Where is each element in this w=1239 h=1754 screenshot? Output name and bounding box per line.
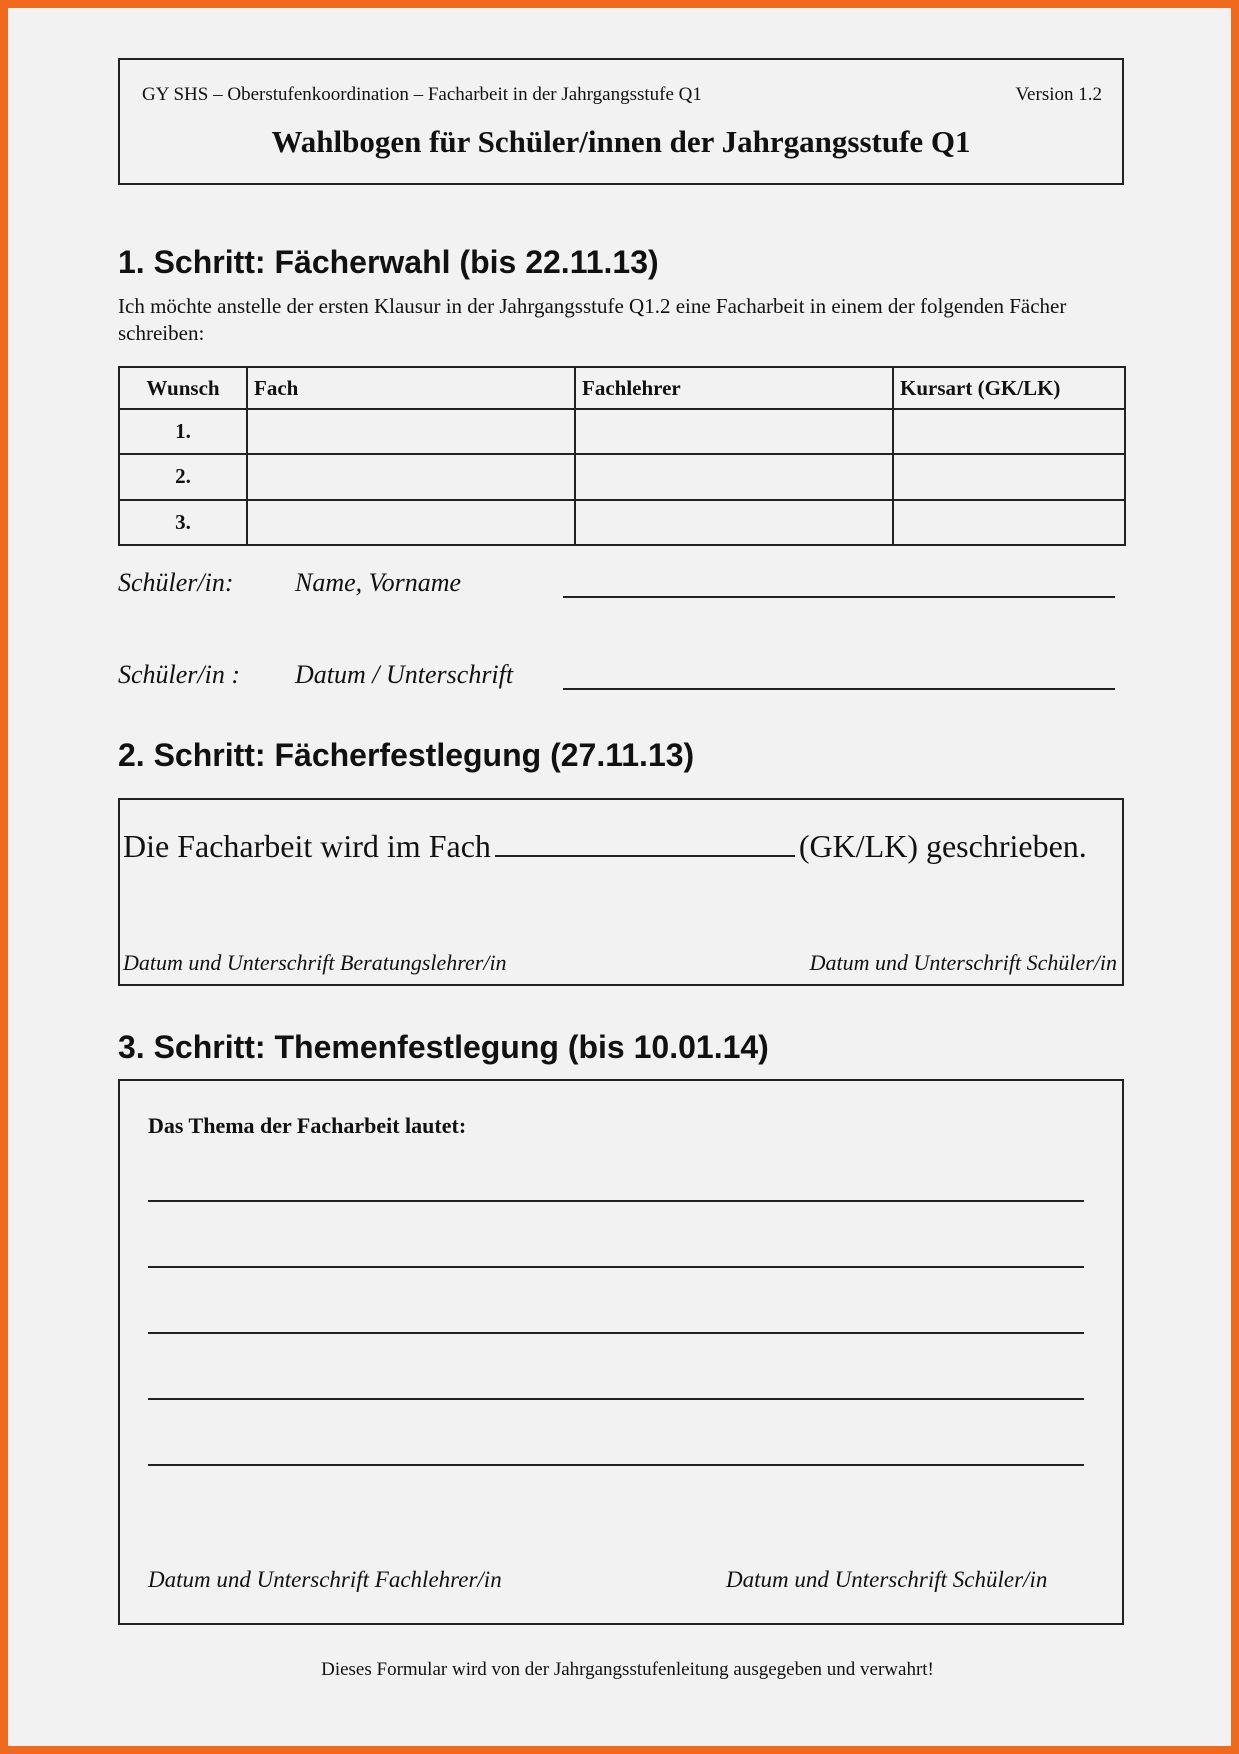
col-header-kursart: Kursart (GK/LK) bbox=[893, 367, 1125, 409]
fachlehrer-cell[interactable] bbox=[575, 409, 893, 454]
fachlehrer-cell[interactable] bbox=[575, 454, 893, 499]
step2-box bbox=[118, 798, 1124, 986]
subject-sentence bbox=[123, 828, 1122, 865]
subject-blank-field[interactable] bbox=[495, 829, 795, 857]
sentence-start: Die Facharbeit wird im Fach bbox=[123, 828, 491, 864]
name-field-line[interactable] bbox=[563, 596, 1115, 598]
teacher-signature-label: Datum und Unterschrift Fachlehrer/in bbox=[148, 1567, 502, 1592]
col-header-fachlehrer: Fachlehrer bbox=[575, 367, 893, 409]
subject-choice-table bbox=[118, 366, 1126, 546]
topic-label: Das Thema der Facharbeit lautet: bbox=[148, 1113, 467, 1138]
student-signature-label: Datum und Unterschrift Schüler/in bbox=[726, 1567, 1048, 1592]
advisor-signature-label: Datum und Unterschrift Beratungslehrer/in bbox=[123, 950, 507, 975]
row-number: 2. bbox=[119, 454, 247, 499]
step1-instructions: Ich möchte anstelle der ersten Klausur in der Jahrgangsstufe Q1.2 eine Facharbeit in einem der folgenden Fächer schreiben: bbox=[118, 294, 1067, 345]
step3-heading: 3. Schritt: Themenfestlegung (bis 10.01.14) bbox=[118, 1029, 769, 1065]
fachlehrer-cell[interactable] bbox=[575, 500, 893, 545]
signature-field-line[interactable] bbox=[563, 688, 1115, 690]
kursart-cell[interactable] bbox=[893, 409, 1125, 454]
step2-heading: 2. Schritt: Fächerfestlegung (27.11.13) bbox=[118, 737, 695, 773]
table-row bbox=[119, 409, 1125, 454]
table-row bbox=[119, 454, 1125, 499]
row-number: 3. bbox=[119, 500, 247, 545]
col-header-fach: Fach bbox=[247, 367, 575, 409]
kursart-cell[interactable] bbox=[893, 454, 1125, 499]
student-label: Schüler/in : bbox=[118, 660, 241, 689]
topic-line[interactable] bbox=[148, 1266, 1084, 1268]
topic-line[interactable] bbox=[148, 1464, 1084, 1466]
topic-line[interactable] bbox=[148, 1200, 1084, 1202]
row-number: 1. bbox=[119, 409, 247, 454]
step3-box bbox=[118, 1079, 1124, 1625]
col-header-wunsch: Wunsch bbox=[119, 367, 247, 409]
fach-cell[interactable] bbox=[247, 409, 575, 454]
header-box bbox=[118, 58, 1124, 185]
topic-line[interactable] bbox=[148, 1332, 1084, 1334]
sentence-end: (GK/LK) geschrieben. bbox=[798, 828, 1087, 864]
step1-heading: 1. Schritt: Fächerwahl (bis 22.11.13) bbox=[118, 244, 659, 280]
page-title: Wahlbogen für Schüler/innen der Jahrgangsstufe Q1 bbox=[271, 124, 971, 159]
fach-cell[interactable] bbox=[247, 454, 575, 499]
table-row bbox=[119, 500, 1125, 545]
name-label: Name, Vorname bbox=[295, 568, 462, 597]
header-subtitle: GY SHS – Oberstufenkoordination – Facharbeit in der Jahrgangsstufe Q1 bbox=[142, 84, 702, 105]
topic-line[interactable] bbox=[148, 1398, 1084, 1400]
fach-cell[interactable] bbox=[247, 500, 575, 545]
date-signature-label: Datum / Unterschrift bbox=[295, 660, 514, 689]
version-label: Version 1.2 bbox=[1015, 84, 1102, 105]
kursart-cell[interactable] bbox=[893, 500, 1125, 545]
student-signature-label: Datum und Unterschrift Schüler/in bbox=[809, 950, 1117, 975]
student-label: Schüler/in: bbox=[118, 568, 234, 597]
footer-note: Dieses Formular wird von der Jahrgangsstufenleitung ausgegeben und verwahrt! bbox=[321, 1659, 934, 1680]
